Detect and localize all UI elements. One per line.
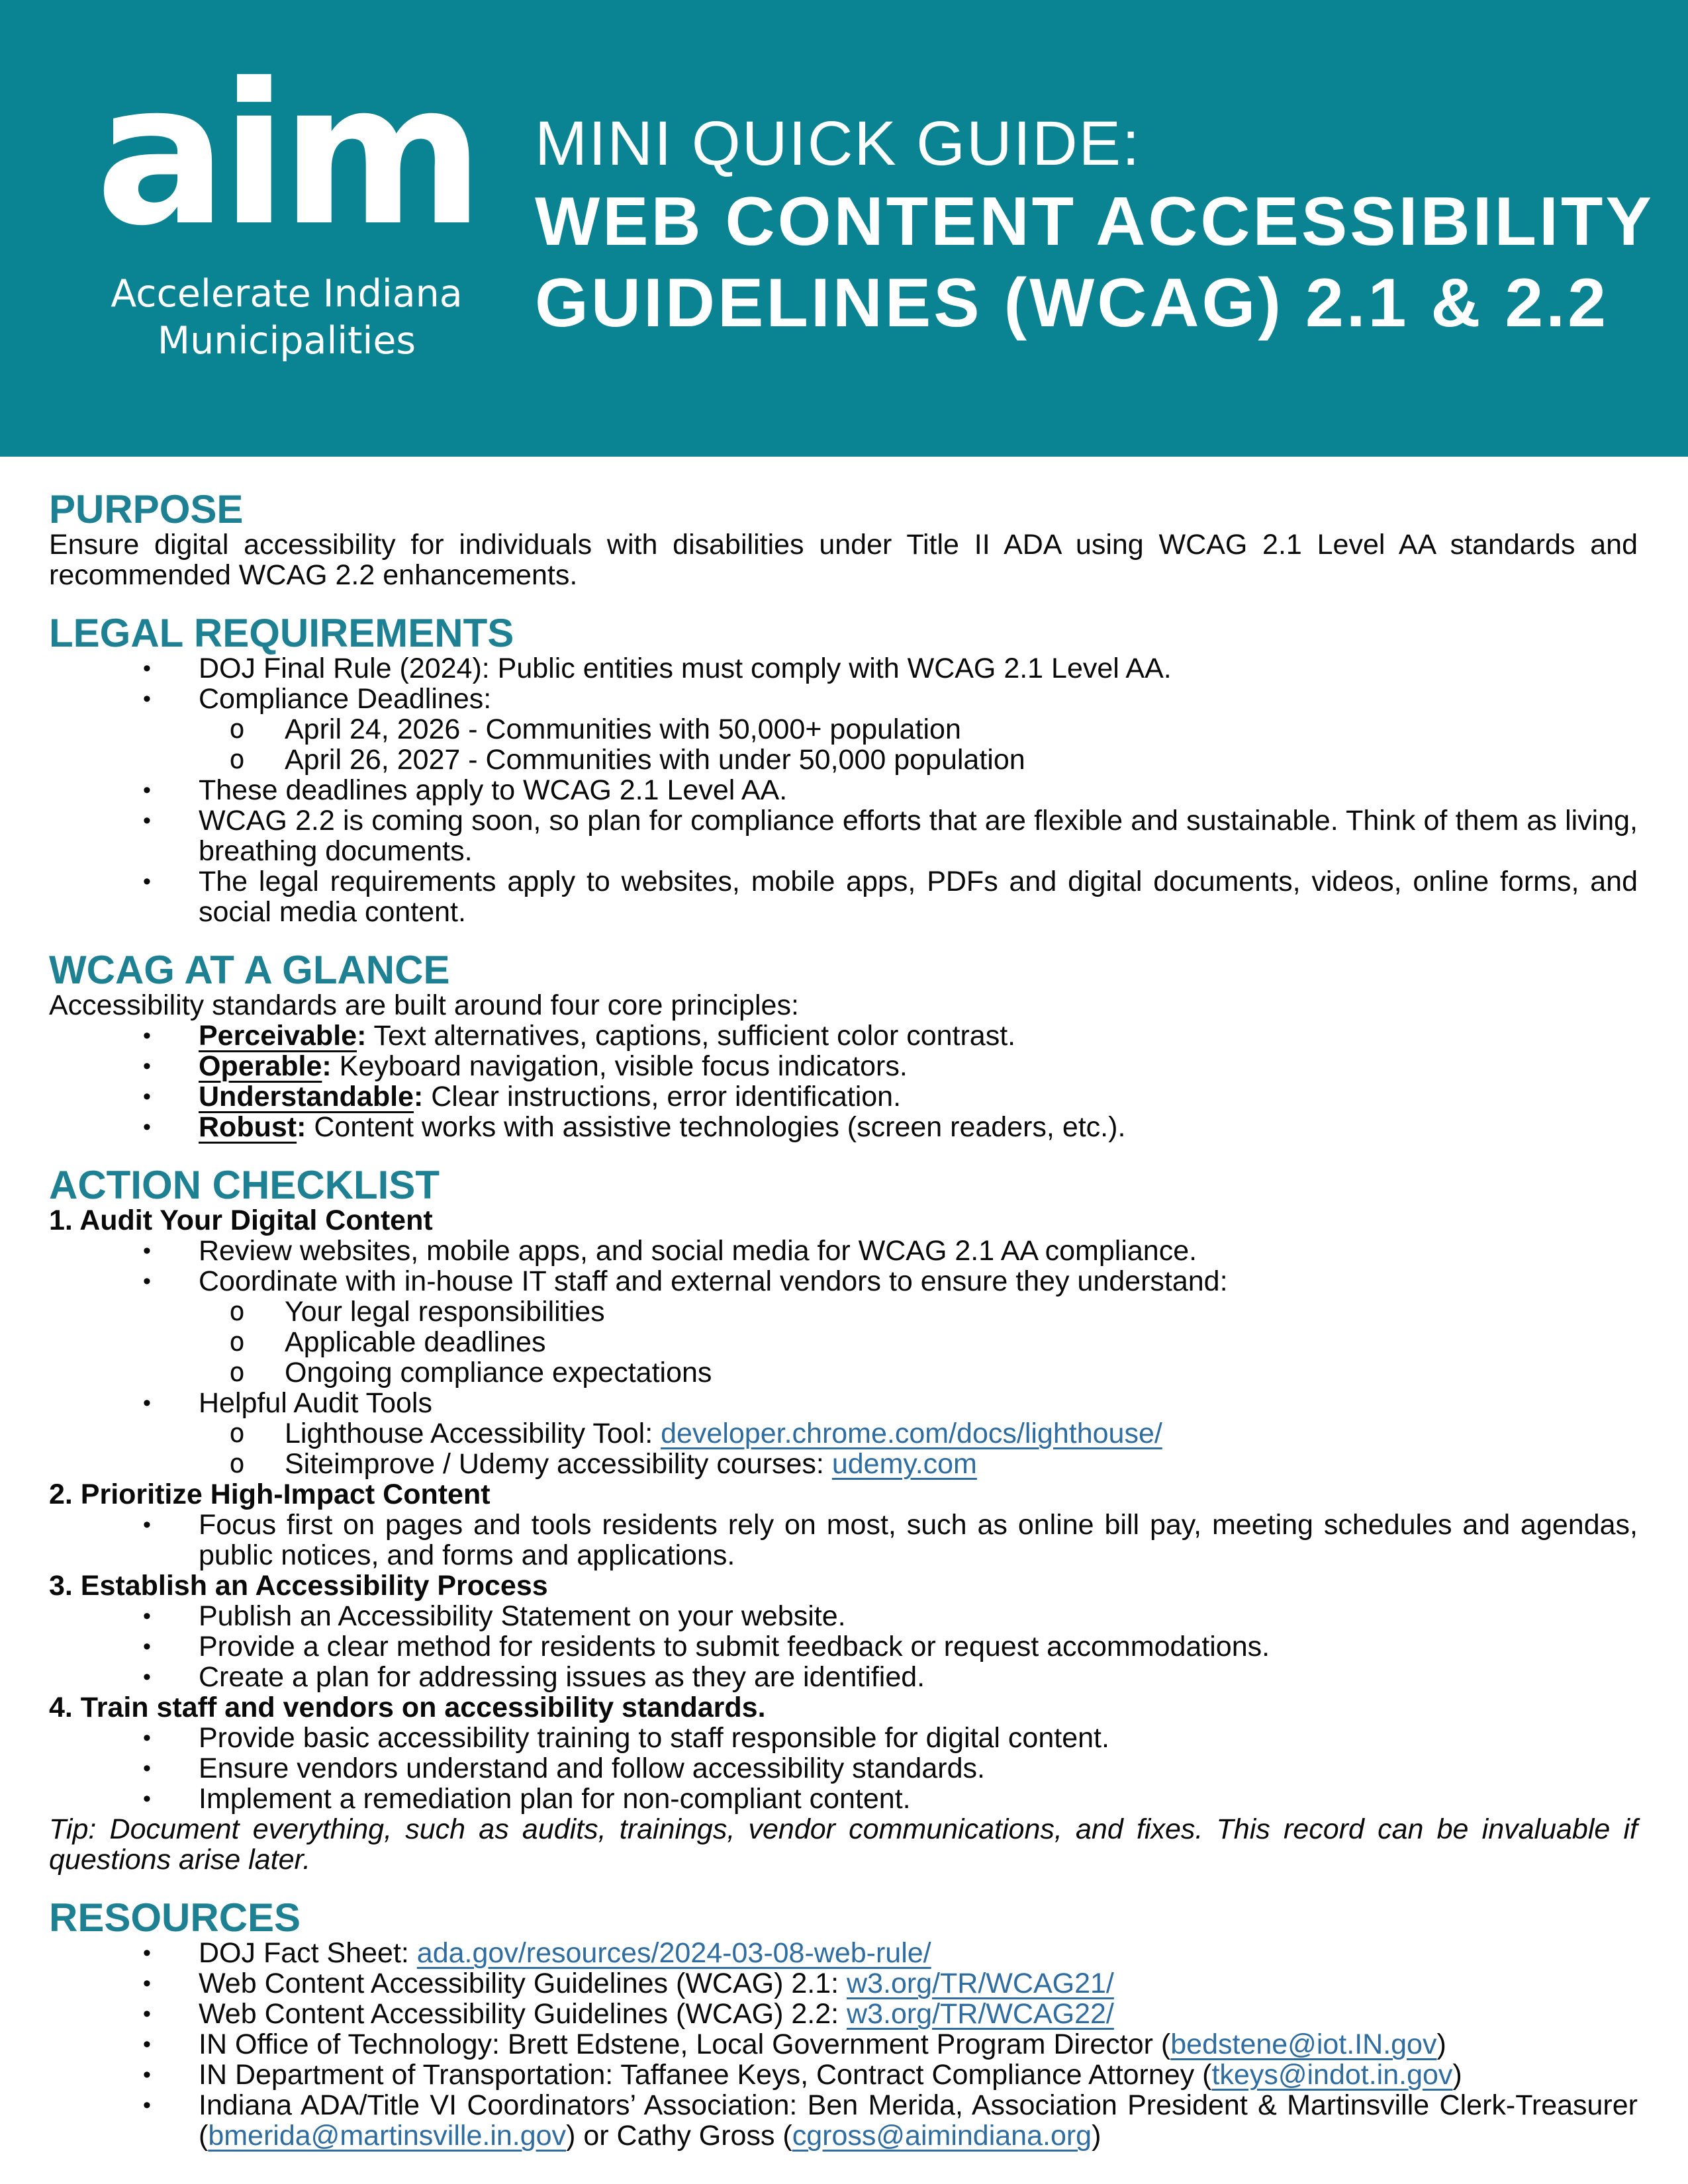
- item-text: [285, 714, 1638, 745]
- resources-content: [49, 1938, 1638, 2151]
- paragraph: [49, 529, 1638, 590]
- item-text: [49, 529, 1638, 590]
- item-text: [199, 1051, 1638, 1081]
- text-segment: :: [322, 1050, 332, 1082]
- text-segment: DOJ Final Rule (2024): Public entities must comply with WCAG 2.1 Level AA.: [199, 653, 1172, 684]
- item-text: [199, 1968, 1638, 1999]
- bullet-icon: o: [229, 1449, 246, 1479]
- section-purpose: [49, 487, 1638, 591]
- list-item: [49, 653, 1638, 684]
- list-item: [49, 2060, 1638, 2090]
- text-segment: Coordinate with in-house IT staff and external vendors to ensure they understand:: [199, 1265, 1228, 1297]
- bullet-icon: o: [229, 1357, 246, 1388]
- list-item: [49, 1112, 1638, 1142]
- purpose-heading: PURPOSE: [49, 487, 244, 531]
- section-action-checklist: [49, 1165, 1638, 1875]
- text-segment: ) or Cathy Gross (: [566, 2120, 792, 2152]
- link-email-tkeys[interactable]: tkeys@indot.in.gov: [1211, 2059, 1453, 2091]
- bullet-icon: o: [229, 1297, 246, 1327]
- text-segment: Indiana ADA/Title VI Coordinators’ Association: Ben Merida, Association President & Martinsville Clerk-Treasurer (: [199, 2089, 1638, 2152]
- text-segment: Web Content Accessibility Guidelines (WCAG) 2.2:: [199, 1998, 847, 2030]
- list-item: [49, 684, 1638, 714]
- bullet-icon: •: [143, 1634, 151, 1659]
- item-text: [199, 1753, 1638, 1784]
- text-segment: Clear instructions, error identification.: [423, 1081, 902, 1113]
- bullet-icon: •: [143, 869, 151, 894]
- bullet-icon: o: [229, 745, 246, 775]
- section-legal-requirements: [49, 611, 1638, 928]
- text-segment: These deadlines apply to WCAG 2.1 Level AA.: [199, 774, 788, 806]
- item-text: [199, 1662, 1638, 1692]
- text-segment: 3. Establish an Accessibility Process: [49, 1570, 548, 1602]
- text-segment: April 24, 2026 - Communities with 50,000+ population: [285, 713, 961, 745]
- text-segment: Accessibility standards are built around four core principles:: [49, 989, 799, 1021]
- list-item: [49, 1784, 1638, 1814]
- text-segment: Helpful Audit Tools: [199, 1387, 432, 1419]
- document-title: [535, 106, 1654, 344]
- bullet-icon: •: [143, 1664, 151, 1690]
- bullet-icon: •: [143, 686, 151, 711]
- text-segment: The legal requirements apply to websites, mobile apps, PDFs and digital documents, videos, online forms, and social media content.: [199, 866, 1638, 928]
- item-text: [285, 1449, 1638, 1479]
- text-segment: :: [413, 1081, 424, 1113]
- title-main-line-1: WEB CONTENT ACCESSIBILITY: [535, 183, 1654, 260]
- legal-requirements-heading: LEGAL REQUIREMENTS: [49, 611, 514, 655]
- bullet-icon: •: [143, 2032, 151, 2057]
- item-text: [199, 2029, 1638, 2060]
- list-item: [49, 1357, 1638, 1388]
- list-item: [49, 1418, 1638, 1449]
- list-item: [49, 714, 1638, 745]
- list-item: [49, 1388, 1638, 1418]
- text-segment: Provide basic accessibility training to staff responsible for digital content.: [199, 1722, 1109, 1754]
- numbered-item: [49, 1205, 1638, 1236]
- paragraph: [49, 1814, 1638, 1875]
- bullet-icon: •: [143, 1512, 151, 1537]
- item-text: [199, 1236, 1638, 1266]
- text-segment: Perceivable: [199, 1020, 357, 1052]
- section-resources: [49, 1895, 1638, 2152]
- text-segment: Review websites, mobile apps, and social media for WCAG 2.1 AA compliance.: [199, 1235, 1197, 1267]
- item-text: [49, 1814, 1638, 1875]
- text-segment: April 26, 2027 - Communities with under 50,000 population: [285, 744, 1025, 776]
- document-body: [0, 457, 1688, 2151]
- text-segment: Provide a clear method for residents to submit feedback or request accommodations.: [199, 1631, 1270, 1662]
- bullet-icon: •: [143, 1725, 151, 1751]
- text-segment: Applicable deadlines: [285, 1326, 546, 1358]
- link-email-bedstene[interactable]: bedstene@iot.IN.gov: [1170, 2028, 1437, 2060]
- item-text: [199, 805, 1638, 866]
- paragraph: [49, 990, 1638, 1021]
- list-item: [49, 1510, 1638, 1570]
- text-segment: Ongoing compliance expectations: [285, 1357, 712, 1388]
- list-item: [49, 1449, 1638, 1479]
- link-email-bmerida[interactable]: bmerida@martinsville.in.gov: [208, 2120, 567, 2152]
- text-segment: Robust: [199, 1111, 297, 1143]
- text-segment: Understandable: [199, 1081, 414, 1113]
- bullet-icon: •: [143, 1756, 151, 1781]
- item-text: [49, 1479, 1638, 1510]
- bullet-icon: •: [143, 656, 151, 681]
- aim-logo-tagline: [85, 271, 489, 365]
- item-text: [199, 1601, 1638, 1631]
- bullet-icon: •: [143, 1084, 151, 1109]
- list-item: [49, 1327, 1638, 1357]
- header-banner: [0, 0, 1688, 457]
- title-main-line-2: GUIDELINES (WCAG) 2.1 & 2.2: [535, 265, 1609, 341]
- list-item: [49, 745, 1638, 775]
- bullet-icon: •: [143, 1238, 151, 1263]
- item-text: [285, 745, 1638, 775]
- bullet-icon: o: [229, 714, 246, 745]
- text-segment: 2. Prioritize High-Impact Content: [49, 1479, 491, 1510]
- link-lighthouse[interactable]: developer.chrome.com/docs/lighthouse/: [661, 1418, 1162, 1449]
- numbered-item: [49, 1570, 1638, 1601]
- item-text: [285, 1327, 1638, 1357]
- text-segment: Lighthouse Accessibility Tool:: [285, 1418, 661, 1449]
- list-item: [49, 1938, 1638, 1968]
- item-text: [199, 1021, 1638, 1051]
- bullet-icon: •: [143, 778, 151, 803]
- item-text: [199, 653, 1638, 684]
- item-text: [199, 1388, 1638, 1418]
- item-text: [49, 990, 1638, 1021]
- list-item: [49, 1297, 1638, 1327]
- bullet-icon: •: [143, 1115, 151, 1140]
- bullet-icon: •: [143, 808, 151, 833]
- text-segment: ): [1452, 2059, 1462, 2091]
- bullet-icon: •: [143, 1971, 151, 1996]
- item-text: [199, 1510, 1638, 1570]
- item-text: [199, 866, 1638, 927]
- bullet-icon: •: [143, 1940, 151, 1966]
- bullet-icon: o: [229, 1327, 246, 1357]
- list-item: [49, 1236, 1638, 1266]
- action-checklist-heading: ACTION CHECKLIST: [49, 1163, 440, 1207]
- list-item: [49, 1968, 1638, 1999]
- list-item: [49, 866, 1638, 927]
- title-kicker: MINI QUICK GUIDE:: [535, 109, 1141, 179]
- legal-requirements-content: [49, 653, 1638, 927]
- item-text: [199, 1112, 1638, 1142]
- numbered-item: [49, 1692, 1638, 1723]
- wcag-at-a-glance-content: [49, 990, 1638, 1142]
- item-text: [199, 1999, 1638, 2029]
- item-text: [199, 2090, 1638, 2151]
- list-item: [49, 775, 1638, 805]
- purpose-content: [49, 529, 1638, 590]
- item-text: [199, 1938, 1638, 1968]
- bullet-icon: o: [229, 1418, 246, 1449]
- text-segment: :: [297, 1111, 306, 1143]
- list-item: [49, 1021, 1638, 1051]
- item-text: [49, 1692, 1638, 1723]
- text-segment: Tip: Document everything, such as audits, trainings, vendor communications, and fixes. This record can be invaluable if questions arise later.: [49, 1813, 1638, 1876]
- text-segment: ): [1436, 2028, 1446, 2060]
- bullet-icon: •: [143, 1054, 151, 1079]
- item-text: [285, 1357, 1638, 1388]
- text-segment: IN Office of Technology: Brett Edstene, Local Government Program Director (: [199, 2028, 1171, 2060]
- item-text: [285, 1418, 1638, 1449]
- item-text: [199, 1631, 1638, 1662]
- text-segment: Ensure vendors understand and follow accessibility standards.: [199, 1752, 985, 1784]
- text-segment: IN Department of Transportation: Taffanee Keys, Contract Compliance Attorney (: [199, 2059, 1212, 2091]
- text-segment: Ensure digital accessibility for individuals with disabilities under Title II ADA using WCAG 2.1 Level AA standards and recommended WCAG 2.2 enhancements.: [49, 529, 1638, 591]
- list-item: [49, 1662, 1638, 1692]
- list-item: [49, 1081, 1638, 1112]
- text-segment: Compliance Deadlines:: [199, 683, 492, 715]
- bullet-icon: •: [143, 1269, 151, 1294]
- list-item: [49, 2029, 1638, 2060]
- text-segment: Operable: [199, 1050, 322, 1082]
- action-checklist-content: [49, 1205, 1638, 1875]
- bullet-icon: •: [143, 1390, 151, 1416]
- list-item: [49, 1999, 1638, 2029]
- text-segment: Content works with assistive technologies (screen readers, etc.).: [306, 1111, 1126, 1143]
- item-text: [199, 1081, 1638, 1112]
- list-item: [49, 805, 1638, 866]
- list-item: [49, 1753, 1638, 1784]
- list-item: [49, 1631, 1638, 1662]
- link-doj-fact-sheet[interactable]: ada.gov/resources/2024-03-08-web-rule/: [416, 1937, 931, 1969]
- item-text: [199, 1784, 1638, 1814]
- text-segment: ): [1092, 2120, 1102, 2152]
- text-segment: Implement a remediation plan for non-compliant content.: [199, 1783, 911, 1815]
- item-text: [285, 1297, 1638, 1327]
- bullet-icon: •: [143, 1023, 151, 1048]
- section-wcag-at-a-glance: [49, 950, 1638, 1142]
- tagline-line-2: Municipalities: [157, 319, 416, 363]
- item-text: [199, 775, 1638, 805]
- aim-logo-word: aim: [95, 41, 478, 269]
- item-text: [199, 684, 1638, 714]
- text-segment: WCAG 2.2 is coming soon, so plan for compliance efforts that are flexible and sustainable. Think of them as living, breathing documents.: [199, 805, 1638, 867]
- text-segment: Your legal responsibilities: [285, 1296, 605, 1328]
- link-wcag22[interactable]: w3.org/TR/WCAG22/: [847, 1998, 1114, 2030]
- text-segment: 1. Audit Your Digital Content: [49, 1205, 433, 1236]
- text-segment: Create a plan for addressing issues as they are identified.: [199, 1661, 925, 1693]
- resources-heading: RESOURCES: [49, 1895, 301, 1940]
- text-segment: Keyboard navigation, visible focus indicators.: [331, 1050, 908, 1082]
- bullet-icon: •: [143, 1604, 151, 1629]
- text-segment: Focus first on pages and tools residents rely on most, such as online bill pay, meeting schedules and agendas, public notices, and forms and applications.: [199, 1509, 1638, 1571]
- text-segment: Web Content Accessibility Guidelines (WCAG) 2.1:: [199, 1968, 847, 1999]
- tagline-line-1: Accelerate Indiana: [111, 272, 463, 316]
- text-segment: Siteimprove / Udemy accessibility courses:: [285, 1448, 832, 1480]
- bullet-icon: •: [143, 2062, 151, 2087]
- text-segment: DOJ Fact Sheet:: [199, 1937, 417, 1969]
- wcag-at-a-glance-heading: WCAG AT A GLANCE: [49, 948, 450, 992]
- text-segment: :: [357, 1020, 367, 1052]
- item-text: [49, 1570, 1638, 1601]
- bullet-icon: •: [143, 2093, 151, 2118]
- item-text: [199, 2060, 1638, 2090]
- text-segment: Publish an Accessibility Statement on your website.: [199, 1600, 846, 1632]
- item-text: [199, 1723, 1638, 1753]
- link-email-cgross[interactable]: cgross@aimindiana.org: [792, 2120, 1092, 2152]
- list-item: [49, 1051, 1638, 1081]
- aim-logo: [85, 41, 489, 365]
- text-segment: Text alternatives, captions, sufficient color contrast.: [366, 1020, 1016, 1052]
- list-item: [49, 2090, 1638, 2151]
- list-item: [49, 1601, 1638, 1631]
- link-udemy[interactable]: udemy.com: [831, 1448, 977, 1480]
- item-text: [49, 1205, 1638, 1236]
- item-text: [199, 1266, 1638, 1297]
- list-item: [49, 1266, 1638, 1297]
- bullet-icon: •: [143, 1786, 151, 1811]
- bullet-icon: •: [143, 2001, 151, 2026]
- list-item: [49, 1723, 1638, 1753]
- numbered-item: [49, 1479, 1638, 1510]
- text-segment: 4. Train staff and vendors on accessibility standards.: [49, 1692, 766, 1723]
- link-wcag21[interactable]: w3.org/TR/WCAG21/: [847, 1968, 1114, 1999]
